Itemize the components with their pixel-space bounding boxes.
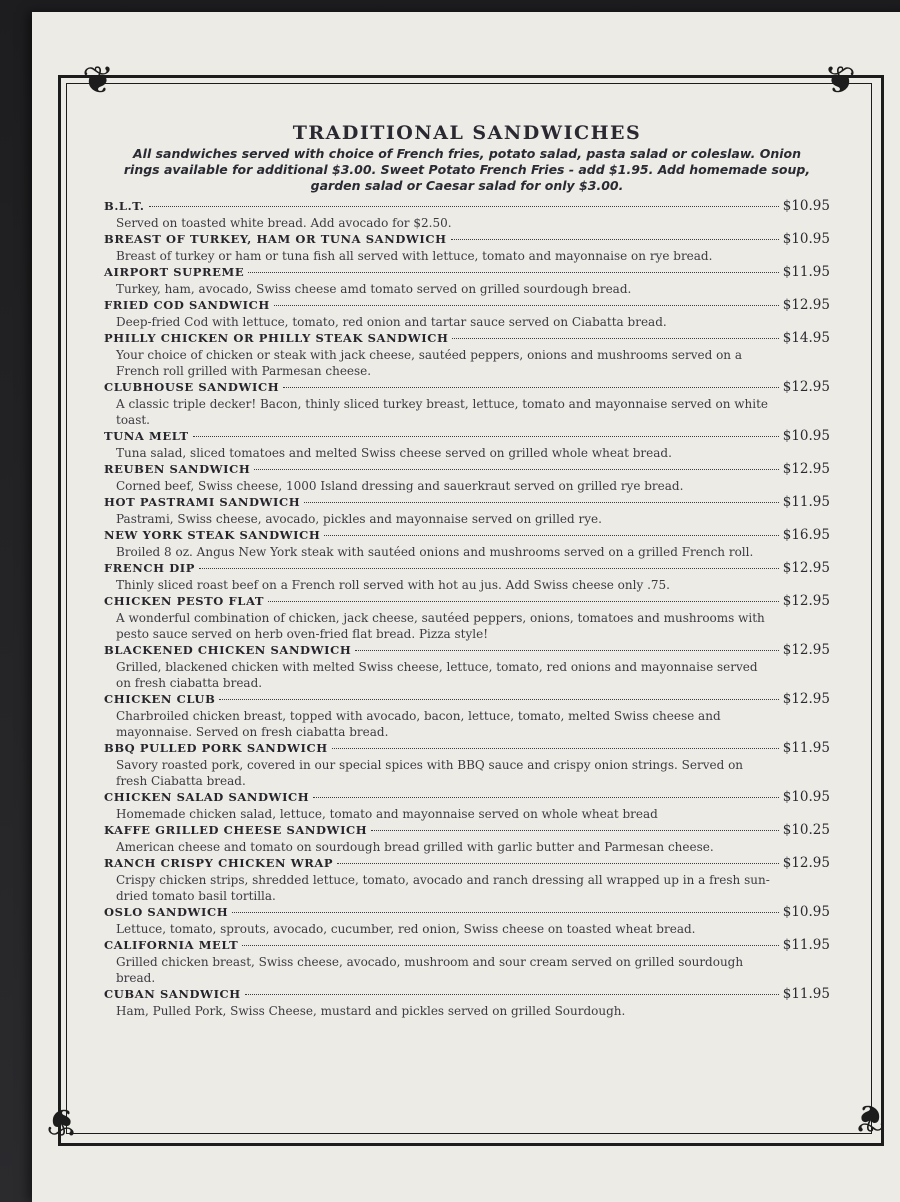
menu-item-description: Grilled, blackened chicken with melted Swiss cheese, lettuce, tomato, red onions and mayonnaise served on fresh ciabatta bread. xyxy=(116,660,758,690)
menu-item-description: Broiled 8 oz. Angus New York steak with sautéed onions and mushrooms served on a grilled French roll. xyxy=(116,545,754,559)
menu-item-name: CHICKEN PESTO FLAT xyxy=(104,594,265,608)
dot-leader xyxy=(451,239,779,240)
menu-item xyxy=(104,904,830,937)
menu-item-header xyxy=(104,198,830,215)
menu-item-name: CUBAN SANDWICH xyxy=(104,987,241,1001)
dot-leader xyxy=(245,994,779,995)
menu-item-header xyxy=(104,937,830,954)
menu-item-description: Grilled chicken breast, Swiss cheese, avocado, mushroom and sour cream served on grilled sourdough bread. xyxy=(116,955,744,985)
menu-item-price: $10.95 xyxy=(782,198,830,214)
menu-item-name: OSLO SANDWICH xyxy=(104,905,229,919)
menu-item-description: Charbroiled chicken breast, topped with avocado, bacon, lettuce, tomato, melted Swiss cheese and mayonnaise. Served on fresh ciabatta bread. xyxy=(116,709,721,739)
menu-item-price: $12.95 xyxy=(782,461,830,477)
menu-item-header xyxy=(104,789,830,806)
menu-item-header xyxy=(104,461,830,478)
menu-item-name: FRENCH DIP xyxy=(104,561,196,575)
dot-leader xyxy=(337,863,779,864)
dot-leader xyxy=(219,699,778,700)
menu-item-header xyxy=(104,855,830,872)
menu-item-name: KAFFE GRILLED CHEESE SANDWICH xyxy=(104,823,368,837)
menu-item-price: $11.95 xyxy=(782,986,830,1002)
menu-item-description: Homemade chicken salad, lettuce, tomato and mayonnaise served on whole wheat bread xyxy=(116,807,658,821)
menu-item xyxy=(104,740,830,789)
menu-item-name: HOT PASTRAMI SANDWICH xyxy=(104,495,301,509)
dot-leader xyxy=(332,748,779,749)
corner-ornament-bottom-left-icon: ❦ xyxy=(46,1100,78,1144)
menu-item-name: PHILLY CHICKEN OR PHILLY STEAK SANDWICH xyxy=(104,331,449,345)
dot-leader xyxy=(452,338,778,339)
menu-item-price: $12.95 xyxy=(782,593,830,609)
menu-item-name: CHICKEN SALAD SANDWICH xyxy=(104,790,310,804)
menu-item xyxy=(104,379,830,428)
dot-leader xyxy=(199,568,779,569)
menu-item-description: Savory roasted pork, covered in our special spices with BBQ sauce and crispy onion strings. Served on fresh Ciabatta bread. xyxy=(116,758,744,788)
menu-item-header xyxy=(104,330,830,347)
menu-item-description: Thinly sliced roast beef on a French roll served with hot au jus. Add Swiss cheese only .75. xyxy=(116,578,670,592)
menu-item-name: RANCH CRISPY CHICKEN WRAP xyxy=(104,856,334,870)
dot-leader xyxy=(242,945,778,946)
menu-item-description: Ham, Pulled Pork, Swiss Cheese, mustard and pickles served on grilled Sourdough. xyxy=(116,1004,626,1018)
menu-item-price: $14.95 xyxy=(782,330,830,346)
menu-item xyxy=(104,330,830,379)
menu-item xyxy=(104,642,830,691)
menu-item-name: NEW YORK STEAK SANDWICH xyxy=(104,528,321,542)
dot-leader xyxy=(193,436,779,437)
menu-item-price: $11.95 xyxy=(782,264,830,280)
menu-item-header xyxy=(104,297,830,314)
menu-item-header xyxy=(104,379,830,396)
menu-item-description: Tuna salad, sliced tomatoes and melted Swiss cheese served on grilled whole wheat bread. xyxy=(116,446,672,460)
menu-item-header xyxy=(104,986,830,1003)
menu-item-name: REUBEN SANDWICH xyxy=(104,462,251,476)
menu-item-name: BLACKENED CHICKEN SANDWICH xyxy=(104,643,352,657)
menu-item-header xyxy=(104,264,830,281)
menu-item-name: B.L.T. xyxy=(104,199,145,213)
menu-item-header xyxy=(104,593,830,610)
menu-item-description: Crispy chicken strips, shredded lettuce, tomato, avocado and ranch dressing all wrapped up in a fresh sun-dried tomato basil tortilla. xyxy=(116,873,770,903)
menu-item-header xyxy=(104,231,830,248)
dot-leader xyxy=(283,387,779,388)
menu-item xyxy=(104,428,830,461)
dot-leader xyxy=(371,830,778,831)
menu-item-price: $10.25 xyxy=(782,822,830,838)
menu-item xyxy=(104,986,830,1019)
menu-item-description: Turkey, ham, avocado, Swiss cheese amd tomato served on grilled sourdough bread. xyxy=(116,282,632,296)
menu-item-name: FRIED COD SANDWICH xyxy=(104,298,270,312)
menu-item xyxy=(104,231,830,264)
menu-item-header xyxy=(104,560,830,577)
menu-item-name: CALIFORNIA MELT xyxy=(104,938,239,952)
menu-item-price: $10.95 xyxy=(782,231,830,247)
menu-item xyxy=(104,789,830,822)
dot-leader xyxy=(274,305,779,306)
menu-item-name: TUNA MELT xyxy=(104,429,189,443)
menu-item xyxy=(104,593,830,642)
menu-item xyxy=(104,527,830,560)
menu-item xyxy=(104,297,830,330)
menu-item-price: $12.95 xyxy=(782,642,830,658)
menu-item-price: $11.95 xyxy=(782,494,830,510)
menu-item-description: Your choice of chicken or steak with jack cheese, sautéed peppers, onions and mushrooms served on a French roll grilled with Parmesan cheese. xyxy=(116,348,742,378)
menu-item-description: Corned beef, Swiss cheese, 1000 Island dressing and sauerkraut served on grilled rye bread. xyxy=(116,479,684,493)
menu-item-price: $12.95 xyxy=(782,560,830,576)
dot-leader xyxy=(355,650,778,651)
menu-item-header xyxy=(104,494,830,511)
dot-leader xyxy=(254,469,778,470)
menu-item xyxy=(104,937,830,986)
dot-leader xyxy=(248,272,779,273)
menu-item-header xyxy=(104,642,830,659)
menu-item-description: A wonderful combination of chicken, jack cheese, sautéed peppers, onions, tomatoes and mushrooms with pesto sauce served on herb oven-fried flat bread. Pizza style! xyxy=(116,611,765,641)
menu-item-price: $10.95 xyxy=(782,789,830,805)
menu-item-header xyxy=(104,740,830,757)
dot-leader xyxy=(268,601,779,602)
corner-ornament-bottom-right-icon: ❦ xyxy=(854,1096,886,1140)
menu-item-price: $16.95 xyxy=(782,527,830,543)
dot-leader xyxy=(304,502,778,503)
dot-leader xyxy=(313,797,778,798)
menu-item-price: $11.95 xyxy=(782,937,830,953)
menu-item-header xyxy=(104,527,830,544)
menu-item-header xyxy=(104,822,830,839)
dot-leader xyxy=(149,206,779,207)
menu-content xyxy=(104,122,830,1019)
menu-item-description: American cheese and tomato on sourdough bread grilled with garlic butter and Parmesan cheese. xyxy=(116,840,714,854)
menu-item xyxy=(104,822,830,855)
menu-item-price: $10.95 xyxy=(782,904,830,920)
menu-item-header xyxy=(104,904,830,921)
menu-item-description: Lettuce, tomato, sprouts, avocado, cucumber, red onion, Swiss cheese on toasted wheat bread. xyxy=(116,922,696,936)
menu-item-header xyxy=(104,691,830,708)
menu-item xyxy=(104,855,830,904)
menu-item xyxy=(104,461,830,494)
menu-item-price: $12.95 xyxy=(782,297,830,313)
menu-item-name: BREAST OF TURKEY, HAM OR TUNA SANDWICH xyxy=(104,232,447,246)
menu-item xyxy=(104,691,830,740)
menu-item-description: Served on toasted white bread. Add avocado for $2.50. xyxy=(116,216,452,230)
corner-ornament-top-left-icon: ❦ xyxy=(82,58,114,102)
menu-item-description: Breast of turkey or ham or tuna fish all served with lettuce, tomato and mayonnaise on rye bread. xyxy=(116,249,713,263)
menu-item-price: $11.95 xyxy=(782,740,830,756)
menu-item-name: AIRPORT SUPREME xyxy=(104,265,245,279)
menu-item-description: Pastrami, Swiss cheese, avocado, pickles and mayonnaise served on grilled rye. xyxy=(116,512,602,526)
menu-item-price: $10.95 xyxy=(782,428,830,444)
menu-item xyxy=(104,494,830,527)
corner-ornament-top-right-icon: ❦ xyxy=(824,58,856,102)
menu-item-price: $12.95 xyxy=(782,855,830,871)
menu-item-header xyxy=(104,428,830,445)
dot-leader xyxy=(232,912,778,913)
menu-item-list xyxy=(104,198,830,1019)
menu-item-name: BBQ PULLED PORK SANDWICH xyxy=(104,741,328,755)
menu-item-price: $12.95 xyxy=(782,379,830,395)
menu-item xyxy=(104,198,830,231)
menu-item xyxy=(104,264,830,297)
menu-item xyxy=(104,560,830,593)
menu-item-description: Deep-fried Cod with lettuce, tomato, red onion and tartar sauce served on Ciabatta bread. xyxy=(116,315,667,329)
menu-item-description: A classic triple decker! Bacon, thinly sliced turkey breast, lettuce, tomato and mayonnaise served on white toast. xyxy=(116,397,769,427)
dot-leader xyxy=(324,535,778,536)
menu-item-price: $12.95 xyxy=(782,691,830,707)
menu-item-name: CLUBHOUSE SANDWICH xyxy=(104,380,280,394)
menu-item-name: CHICKEN CLUB xyxy=(104,692,216,706)
menu-title: TRADITIONAL SANDWICHES xyxy=(292,122,642,144)
menu-intro: All sandwiches served with choice of French fries, potato salad, pasta salad or coleslaw. Onion rings available for additional $3.00. Sweet Potato French Fries - add $1.95. Add homemade soup, garden salad or Caesar salad for only $3.00. xyxy=(123,146,811,193)
